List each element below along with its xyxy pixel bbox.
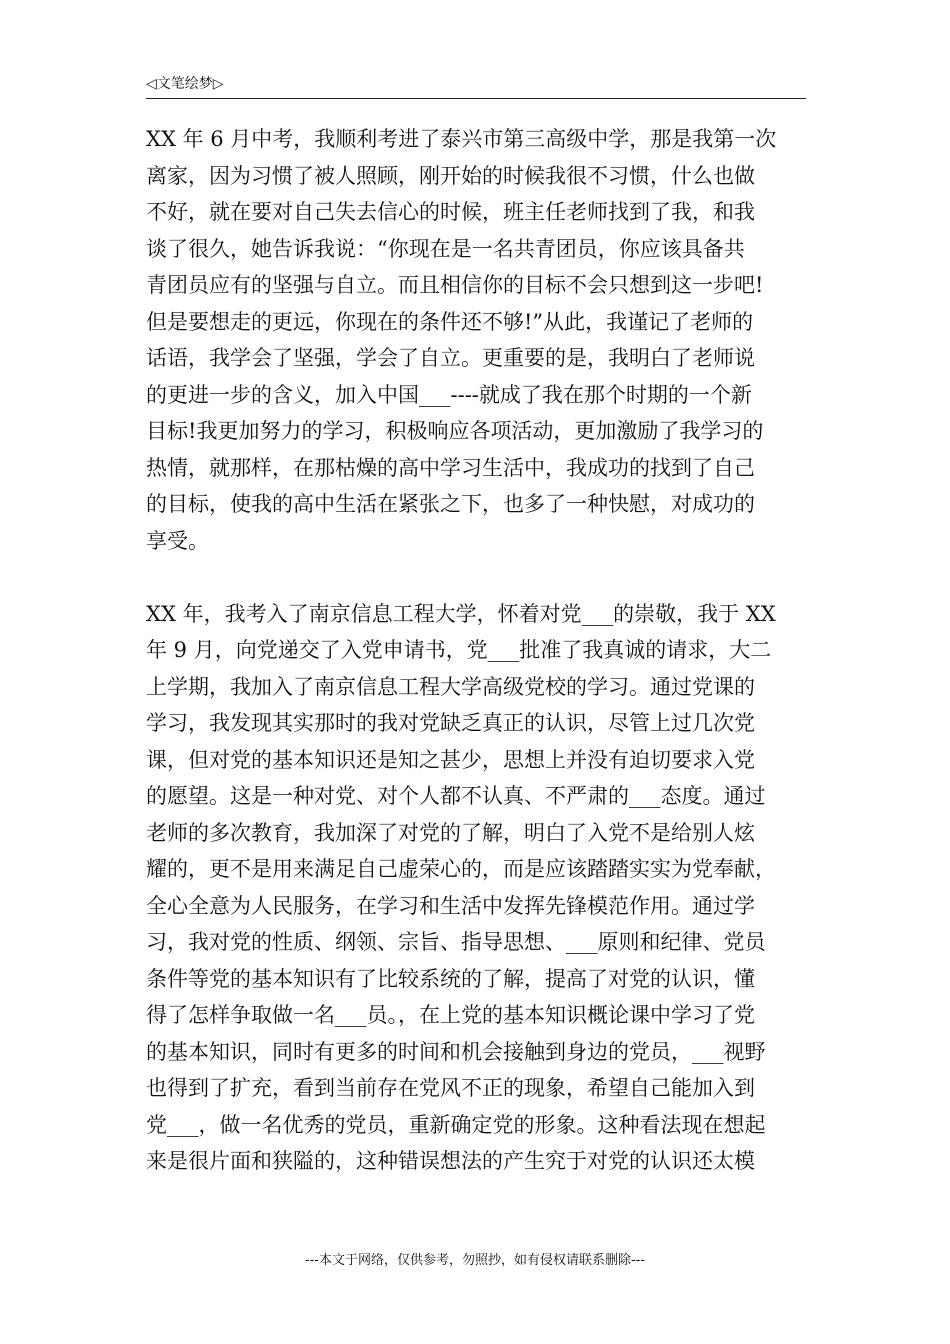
paragraph-2: [146, 596, 806, 1180]
text-line: XX 年 6 月中考，我顺利考进了泰兴市第三高级中学，那是我第一次: [146, 127, 777, 151]
page-footer: [0, 1252, 950, 1270]
text-line: 谈了很久，她告诉我说：“你现在是一名共青团员，你应该具备共: [146, 236, 745, 261]
text-line: XX 年，我考入了南京信息工程大学，怀着对党___的崇敬，我于 XX: [146, 601, 776, 626]
text-line: 的更进一步的含义，加入中国___----就成了我在那个时期的一个新: [146, 382, 752, 407]
text-line: 热情，就那样，在那枯燥的高中学习生活中，我成功的找到了自己: [146, 455, 755, 480]
text-line: 的愿望。这是一种对党、对个人都不认真、不严肃的___态度。通过: [146, 784, 766, 808]
text-line: 耀的，更不是用来满足自己虚荣心的，而是应该踏踏实实为党奉献，: [146, 857, 776, 881]
text-line: 不好，就在要对自己失去信心的时候，班主任老师找到了我，和我: [146, 200, 755, 224]
text-line: 上学期，我加入了南京信息工程大学高级党校的学习。通过党课的: [146, 674, 755, 699]
text-line: 也得到了扩充，看到当前存在党风不正的现象，希望自己能加入到: [146, 1076, 755, 1100]
text-line: 全心全意为人民服务，在学习和生活中发挥先锋模范作用。通过学: [146, 893, 755, 918]
text-line: 党___，做一名优秀的党员，重新确定党的形象。这种看法现在想起: [146, 1112, 766, 1137]
text-line: 的基本知识，同时有更多的时间和机会接触到身边的党员，___视野: [146, 1039, 766, 1064]
text-line: 来是很片面和狭隘的，这种错误想法的产生究于对党的认识还太模: [146, 1149, 755, 1173]
text-line: 年 9 月，向党递交了入党申请书，党___批准了我真诚的请求，大二: [146, 638, 772, 662]
document-body: [146, 121, 806, 1180]
footer-disclaimer: ---本文于网络，仅供参考，勿照抄，如有侵权请联系删除---: [304, 1253, 646, 1268]
header-title: ◁文笔绘梦▷: [146, 76, 224, 92]
text-line: 学习，我发现其实那时的我对党缺乏真正的认识，尽管上过几次党: [146, 711, 755, 735]
text-line: 青团员应有的坚强与自立。而且相信你的目标不会只想到这一步吧!: [146, 273, 764, 297]
paragraph-1: [146, 121, 806, 559]
text-line: 但是要想走的更远，你现在的条件还不够!”从此，我谨记了老师的: [146, 309, 754, 334]
text-line: 得了怎样争取做一名___员。，在上党的基本知识概论课中学习了党: [146, 1003, 755, 1027]
text-line: 条件等党的基本知识有了比较系统的了解，提高了对党的认识，懂: [146, 966, 755, 991]
text-line: 话语，我学会了坚强，学会了自立。更重要的是，我明白了老师说: [146, 346, 755, 370]
text-line: 习，我对党的性质、纲领、宗旨、指导思想、___原则和纪律、党员: [146, 930, 766, 954]
text-line: 离家，因为习惯了被人照顾，刚开始的时候我很不习惯，什么也做: [146, 163, 755, 188]
text-line: 的目标，使我的高中生活在紧张之下，也多了一种快慰，对成功的: [146, 492, 755, 516]
text-line: 目标!我更加努力的学习，积极响应各项活动，更加激励了我学习的: [146, 419, 764, 443]
text-line: 课，但对党的基本知识还是知之甚少，思想上并没有迫切要求入党: [146, 747, 755, 772]
text-line: 享受。: [146, 528, 209, 553]
paragraph-spacer: [146, 559, 806, 596]
text-line: 老师的多次教育，我加深了对党的了解，明白了入党不是给别人炫: [146, 820, 755, 845]
page-header: [146, 74, 806, 99]
